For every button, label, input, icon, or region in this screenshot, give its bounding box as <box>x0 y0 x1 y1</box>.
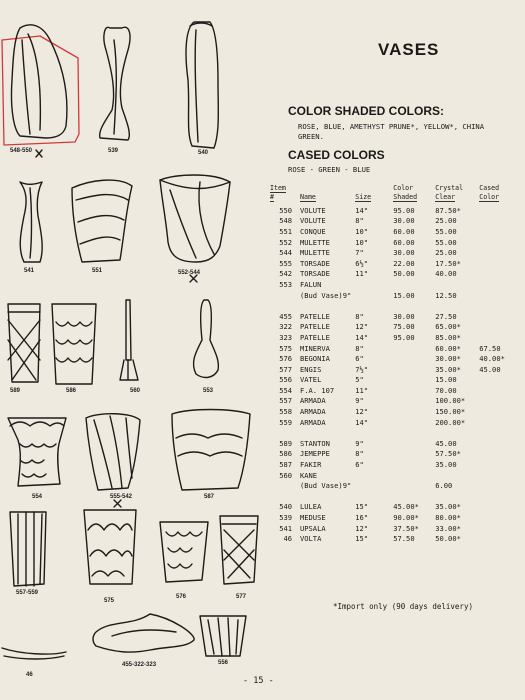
table-row <box>268 375 515 386</box>
table-row <box>268 502 515 513</box>
table-row <box>268 322 515 333</box>
cell-item <box>268 290 298 301</box>
cell-clear: 57.50* <box>435 449 461 459</box>
cell-item: 540 <box>279 502 292 512</box>
cell-size: 12" <box>355 407 369 417</box>
cell-clear: 55.00 <box>435 237 457 247</box>
cell-clear: 65.00* <box>435 322 461 332</box>
cell-clear: 150.00* <box>435 407 466 417</box>
cell-clear: 25.00 <box>435 216 457 226</box>
label-553: 553 <box>203 388 214 394</box>
price-table-body <box>268 205 515 544</box>
cell-shaded: 95.00 <box>393 332 415 342</box>
table-row <box>268 258 515 269</box>
cell-size: 8" <box>355 449 364 459</box>
cell-clear: 35.00 <box>435 460 457 470</box>
vase-540 <box>186 22 218 148</box>
table-row <box>268 480 515 491</box>
cell-name: PATELLE <box>300 311 330 321</box>
cell-cased <box>477 470 515 481</box>
cell-cased: 67.50 <box>479 343 501 353</box>
label-554: 554 <box>32 494 43 500</box>
cell-shaded <box>391 364 433 375</box>
cell-cased <box>477 502 515 513</box>
cell-size: 6" <box>355 354 364 364</box>
label-589: 589 <box>10 388 21 394</box>
cell-name: VOLTA <box>300 534 322 544</box>
cell-item: 575 <box>279 343 292 353</box>
cell-cased <box>477 322 515 333</box>
cell-shaded <box>391 480 433 491</box>
cell-clear: 60.00* <box>435 343 461 353</box>
cell-cased <box>477 396 515 407</box>
cell-item: 322 <box>279 322 292 332</box>
cell-item: 542 <box>279 269 292 279</box>
cell-clear: 35.00* <box>435 364 461 374</box>
import-footnote: *Import only (90 days delivery) <box>333 602 473 611</box>
cell-cased <box>477 523 515 534</box>
cell-size: 10" <box>355 237 369 247</box>
cell-shaded: 15.00 <box>393 290 415 300</box>
cell-size: 9" <box>355 438 364 448</box>
cell-clear: 30.00* <box>435 354 461 364</box>
cell-name: UPSALA <box>300 523 326 533</box>
cell-clear: 40.00 <box>435 269 457 279</box>
vase-553 <box>194 300 219 377</box>
cell-clear: 6.00 <box>435 481 453 491</box>
cell-cased <box>477 226 515 237</box>
cell-item: 550 <box>279 205 292 215</box>
cell-cased <box>477 205 515 216</box>
cell-clear: 15.00 <box>435 375 457 385</box>
label-539: 539 <box>108 148 119 154</box>
label-560: 560 <box>130 388 141 394</box>
cell-item <box>268 480 298 491</box>
cell-name: TORSADE <box>300 258 330 268</box>
cell-cased: 45.00 <box>479 364 501 374</box>
cell-shaded: 90.00* <box>393 513 419 523</box>
table-row <box>268 290 515 301</box>
col-item: Item # <box>270 184 286 201</box>
cell-item: 552 <box>279 237 292 247</box>
cell-size <box>353 470 391 481</box>
cell-name: MULETTE <box>300 248 330 258</box>
cell-size: 8" <box>355 216 364 226</box>
table-row <box>268 216 515 227</box>
cell-cased <box>477 480 515 491</box>
label-576: 576 <box>176 594 187 600</box>
table-row <box>268 417 515 428</box>
cell-shaded <box>391 459 433 470</box>
cell-clear: 50.00* <box>435 534 461 544</box>
cell-size: 7" <box>355 248 364 258</box>
cell-item: 455 <box>279 311 292 321</box>
cell-item: 544 <box>279 248 292 258</box>
cell-name: MINERVA <box>300 343 330 353</box>
cell-size: 6" <box>355 460 364 470</box>
cell-name: JEMEPPE <box>300 449 330 459</box>
cell-size: 12" <box>355 322 369 332</box>
label-556: 556 <box>218 660 229 666</box>
table-row <box>268 406 515 417</box>
cell-name: PATELLE <box>300 332 330 342</box>
cell-shaded: 75.00 <box>393 322 415 332</box>
cell-clear: 80.00* <box>435 513 461 523</box>
table-row <box>268 385 515 396</box>
cell-size: 5" <box>355 375 364 385</box>
cell-cased <box>477 269 515 280</box>
cell-name: TORSADE <box>300 269 330 279</box>
vase-575 <box>84 510 136 584</box>
cell-cased <box>477 438 515 449</box>
cell-clear: 85.00* <box>435 332 461 342</box>
cell-size: 11" <box>355 269 369 279</box>
table-row <box>268 449 515 460</box>
cell-clear: 17.50* <box>435 258 461 268</box>
cell-item: 539 <box>279 513 292 523</box>
cell-size: 6½" <box>355 258 369 268</box>
cell-cased <box>477 247 515 258</box>
cell-cased <box>477 406 515 417</box>
cell-item: 557 <box>279 396 292 406</box>
cell-cased <box>477 512 515 523</box>
cased-colors-line: ROSE - GREEN - BLUE <box>288 165 371 174</box>
vase-556 <box>200 616 246 656</box>
cell-clear: 27.50 <box>435 311 457 321</box>
cell-clear: 200.00* <box>435 417 466 427</box>
cell-shaded: 57.50 <box>393 534 415 544</box>
cell-item: 560 <box>279 470 292 480</box>
cell-cased <box>477 290 515 301</box>
cell-shaded: 30.00 <box>393 311 415 321</box>
label-551: 551 <box>92 268 103 274</box>
cell-size: 11" <box>355 385 369 395</box>
cell-name: STANTON <box>300 438 330 448</box>
cell-name: VOLUTE <box>300 216 326 226</box>
cell-size <box>353 290 391 301</box>
label-552: 552-544 <box>178 270 201 276</box>
cell-cased <box>477 216 515 227</box>
cell-size: 9" <box>355 396 364 406</box>
cell-size: 12" <box>355 523 369 533</box>
label-587: 587 <box>204 494 215 500</box>
vase-557-559 <box>10 512 46 586</box>
cell-name: ARMADA <box>300 407 326 417</box>
cell-shaded <box>391 343 433 354</box>
label-540: 540 <box>198 150 209 156</box>
cell-shaded: 50.00 <box>393 269 415 279</box>
cell-shaded: 45.00* <box>393 502 419 512</box>
cell-shaded <box>391 279 433 290</box>
label-577: 577 <box>236 594 247 600</box>
cell-cased <box>477 533 515 544</box>
table-row <box>268 279 515 290</box>
table-row <box>268 237 515 248</box>
cell-size: 14" <box>355 205 369 215</box>
cell-name: LULEA <box>300 502 322 512</box>
table-row <box>268 226 515 237</box>
cell-size: 8" <box>355 311 364 321</box>
price-table-header <box>268 184 515 205</box>
cell-name: KANE <box>300 470 318 480</box>
cell-shaded: 60.00 <box>393 237 415 247</box>
shaded-colors-heading: COLOR SHADED COLORS: <box>288 104 444 118</box>
cell-shaded: 95.00 <box>393 205 415 215</box>
table-row <box>268 512 515 523</box>
cell-shaded <box>391 417 433 428</box>
cell-item: 555 <box>279 258 292 268</box>
cell-clear: 35.00* <box>435 502 461 512</box>
cell-item: 556 <box>279 375 292 385</box>
cell-size: 16" <box>355 513 369 523</box>
label-548: 548-550 <box>10 148 33 154</box>
cell-shaded: 22.00 <box>393 258 415 268</box>
vase-552-544 <box>160 175 230 262</box>
cell-item: 541 <box>279 523 292 533</box>
cell-name: FAKIR <box>300 460 322 470</box>
table-row <box>268 523 515 534</box>
cell-cased <box>477 417 515 428</box>
label-455: 455-322-323 <box>122 662 157 668</box>
page-number: - 15 - <box>243 676 274 686</box>
cell-name: VATEL <box>300 375 322 385</box>
cell-name: (Bud Vase)9" <box>300 290 352 300</box>
cell-clear <box>433 470 477 481</box>
cell-cased <box>477 311 515 322</box>
label-541: 541 <box>24 268 35 274</box>
price-table <box>268 184 515 544</box>
cell-shaded <box>391 385 433 396</box>
cell-size: 14" <box>355 417 369 427</box>
cell-clear: 45.00 <box>435 438 457 448</box>
cell-shaded: 37.50* <box>393 523 419 533</box>
vase-46 <box>2 648 66 659</box>
vase-586 <box>52 304 96 384</box>
shaded-colors-line2: GREEN. <box>298 132 324 141</box>
cell-item: 587 <box>279 460 292 470</box>
cell-item: 558 <box>279 407 292 417</box>
cell-size: 7½" <box>355 364 369 374</box>
cell-shaded <box>391 470 433 481</box>
cell-item: 559 <box>279 417 292 427</box>
illustrations-panel <box>0 0 260 700</box>
cell-item: 577 <box>279 364 292 374</box>
cell-cased <box>477 385 515 396</box>
table-row <box>268 364 515 375</box>
cell-cased <box>477 258 515 269</box>
cased-colors-heading: CASED COLORS <box>288 148 385 162</box>
table-row <box>268 311 515 322</box>
cell-item: 553 <box>279 279 292 289</box>
cell-name: ENGIS <box>300 364 322 374</box>
pencil-mark <box>190 275 197 282</box>
pencil-mark <box>36 150 42 157</box>
vase-589 <box>8 304 40 382</box>
cell-item: 589 <box>279 438 292 448</box>
cell-size: 10" <box>355 226 369 236</box>
cell-size: 8" <box>355 343 364 353</box>
col-clear: Crystal Clear <box>435 184 464 201</box>
cell-shaded <box>391 396 433 407</box>
shaded-colors-line1: ROSE, BLUE, AMETHYST PRUNE*, YELLOW*, CHINA <box>298 122 485 131</box>
cell-size: 15" <box>355 534 369 544</box>
cell-shaded: 30.00 <box>393 248 415 258</box>
cell-shaded <box>391 353 433 364</box>
pencil-mark <box>114 500 121 507</box>
cell-size <box>353 279 391 290</box>
table-row <box>268 396 515 407</box>
cell-name: ARMADA <box>300 396 326 406</box>
label-586: 586 <box>66 388 77 394</box>
col-size: Size <box>355 193 372 201</box>
cell-clear: 33.00* <box>435 523 461 533</box>
label-555: 555-542 <box>110 494 133 500</box>
cell-name: BEGONIA <box>300 354 330 364</box>
cell-cased <box>477 237 515 248</box>
vase-548-550 <box>11 25 66 138</box>
vase-551 <box>72 180 132 262</box>
cell-name: MEDUSE <box>300 513 326 523</box>
cell-cased <box>477 375 515 386</box>
cell-name: CONQUE <box>300 226 326 236</box>
cell-cased <box>477 332 515 343</box>
vase-577 <box>220 516 258 584</box>
cell-shaded <box>391 406 433 417</box>
cell-clear <box>433 279 477 290</box>
table-row <box>268 459 515 470</box>
cell-cased <box>477 449 515 460</box>
cell-item: 551 <box>279 226 292 236</box>
cell-shaded <box>391 449 433 460</box>
cell-item: 576 <box>279 354 292 364</box>
table-row <box>268 205 515 216</box>
cell-name: PATELLE <box>300 322 330 332</box>
cell-item: 46 <box>283 534 292 544</box>
cell-name: FALUN <box>300 279 322 289</box>
cell-name: VOLUTE <box>300 205 326 215</box>
table-row <box>268 533 515 544</box>
cell-size: 14" <box>355 332 369 342</box>
cell-clear: 12.50 <box>435 290 457 300</box>
row-spacer <box>268 300 515 311</box>
label-46: 46 <box>26 672 33 678</box>
col-shaded: Color Shaded <box>393 184 418 201</box>
vase-555-542 <box>86 414 140 490</box>
vase-455-322-323 <box>93 614 194 652</box>
table-row <box>268 269 515 280</box>
cell-cased <box>477 459 515 470</box>
table-row <box>268 353 515 364</box>
vase-587 <box>172 410 250 491</box>
cell-shaded: 30.00 <box>393 216 415 226</box>
cell-item: 323 <box>279 332 292 342</box>
col-cased: Cased Color <box>479 184 500 201</box>
cell-shaded <box>391 375 433 386</box>
page-title: VASES <box>378 40 440 59</box>
vase-554 <box>8 418 66 486</box>
row-spacer <box>268 427 515 438</box>
cell-clear: 55.00 <box>435 226 457 236</box>
cell-size: 15" <box>355 502 369 512</box>
vase-drawings <box>0 0 260 700</box>
cell-item: 554 <box>279 385 292 395</box>
vase-541 <box>20 182 42 262</box>
table-row <box>268 343 515 354</box>
cell-clear: 70.00 <box>435 385 457 395</box>
cell-clear: 25.00 <box>435 248 457 258</box>
cell-shaded <box>391 438 433 449</box>
cell-clear: 87.50* <box>435 205 461 215</box>
col-name: Name <box>300 193 316 201</box>
label-557: 557-559 <box>16 590 39 596</box>
cell-item: 586 <box>279 449 292 459</box>
cell-cased: 40.00* <box>479 354 505 364</box>
cell-size <box>353 480 391 491</box>
vase-560 <box>120 300 138 380</box>
vase-576 <box>160 522 208 582</box>
vase-539 <box>100 27 130 140</box>
cell-name: MULETTE <box>300 237 330 247</box>
cell-clear: 100.00* <box>435 396 466 406</box>
cell-item: 548 <box>279 216 292 226</box>
label-575: 575 <box>104 598 115 604</box>
table-row <box>268 332 515 343</box>
table-row <box>268 470 515 481</box>
table-row <box>268 247 515 258</box>
cell-shaded: 60.00 <box>393 226 415 236</box>
row-spacer <box>268 491 515 502</box>
cell-name: ARMADA <box>300 417 326 427</box>
table-row <box>268 438 515 449</box>
cell-name: (Bud Vase)9" <box>300 481 352 491</box>
cell-cased <box>477 279 515 290</box>
cell-name: F.A. 107 <box>300 385 335 395</box>
